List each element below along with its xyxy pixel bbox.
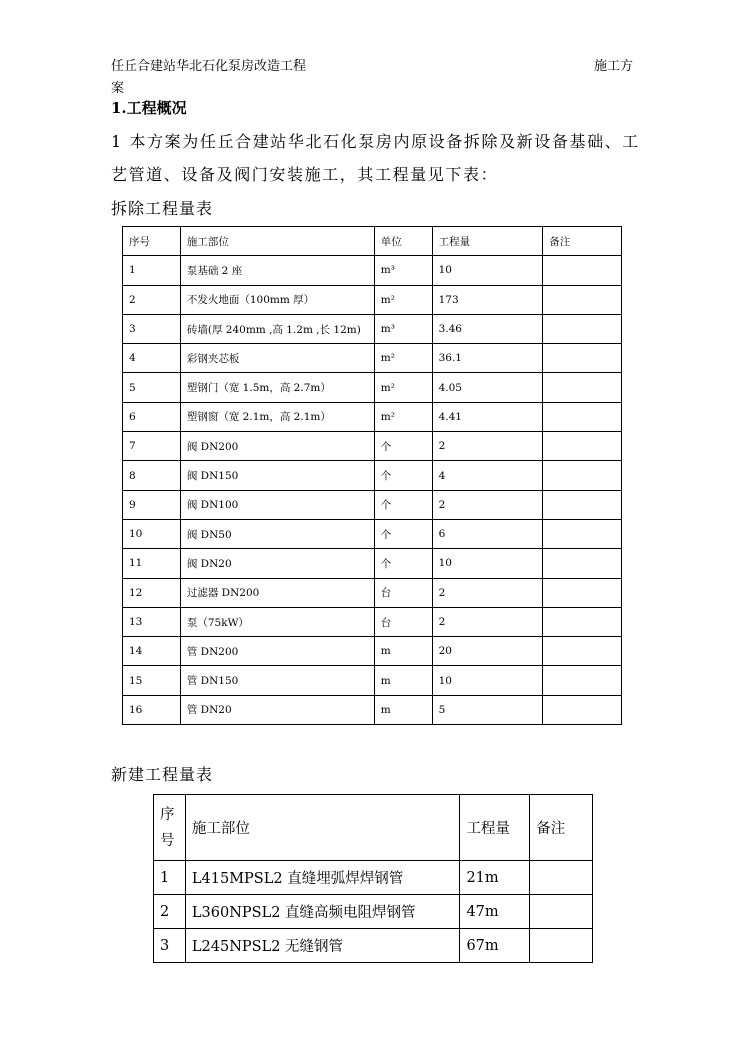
table-cell: 管 DN20 (180, 695, 374, 724)
header-cell: 工程量 (460, 795, 530, 861)
header-doc-type-wrap: 案 (111, 81, 125, 96)
table-header-row (123, 227, 622, 256)
table-cell (543, 637, 622, 666)
table-row (123, 549, 622, 578)
table-cell (543, 490, 622, 519)
table-cell: 阀 DN100 (180, 490, 374, 519)
table-row (123, 695, 622, 724)
table-cell: m³ (374, 314, 432, 343)
table-cell: 2 (123, 285, 181, 314)
table-cell: m (374, 666, 432, 695)
table-cell: 3 (154, 929, 186, 963)
table-cell (543, 314, 622, 343)
table-cell: 47m (460, 895, 530, 929)
header-seq-part1: 序 (160, 806, 175, 823)
new-construction-table (153, 794, 593, 963)
table-cell: 10 (123, 519, 181, 548)
table-row (123, 519, 622, 548)
table-cell: m² (374, 344, 432, 373)
table-cell: 4.05 (432, 373, 543, 402)
table-cell: m³ (374, 256, 432, 285)
demolition-table-caption: 拆除工程量表 (111, 199, 214, 218)
table-cell: 2 (432, 432, 543, 461)
table-cell: 10 (432, 549, 543, 578)
header-cell: 备注 (543, 227, 622, 256)
table-cell: 4 (432, 461, 543, 490)
table-cell: 个 (374, 519, 432, 548)
table-cell (543, 402, 622, 431)
intro-line-2: 艺管道、设备及阀门安装施工，其工程量见下表： (111, 165, 499, 184)
table-cell (530, 861, 593, 895)
table-cell: 泵（75kW） (180, 607, 374, 636)
table-cell: 2 (154, 895, 186, 929)
table-row (123, 490, 622, 519)
table-cell: 过滤器 DN200 (180, 578, 374, 607)
table-cell (530, 895, 593, 929)
section-title: 1.工程概况 (111, 99, 187, 117)
table-cell: L245NPSL2 无缝钢管 (185, 929, 460, 963)
table-cell: 砖墙(厚 240mm ,高 1.2m ,长 12m) (180, 314, 374, 343)
table-cell (543, 344, 622, 373)
header-cell: 序号 (123, 227, 181, 256)
table-cell: 14 (123, 637, 181, 666)
table-cell: 个 (374, 549, 432, 578)
table-cell: 13 (123, 607, 181, 636)
table-cell (530, 929, 593, 963)
table-row (123, 402, 622, 431)
header-doc-type: 施工方 (594, 59, 634, 74)
table-cell: m² (374, 373, 432, 402)
demolition-table (122, 226, 622, 725)
table-row (154, 895, 593, 929)
table-cell: 2 (432, 490, 543, 519)
header-seq-part2: 号 (160, 832, 175, 849)
table-cell: 管 DN200 (180, 637, 374, 666)
table-cell: 3.46 (432, 314, 543, 343)
table-cell: 6 (123, 402, 181, 431)
header-cell: 工程量 (432, 227, 543, 256)
table-cell: m² (374, 285, 432, 314)
table-row (123, 637, 622, 666)
table-cell: 11 (123, 549, 181, 578)
table-cell (543, 432, 622, 461)
table-cell (543, 607, 622, 636)
table-cell (543, 256, 622, 285)
table-cell: 阀 DN20 (180, 549, 374, 578)
table-cell: 12 (123, 578, 181, 607)
table-cell: 2 (432, 607, 543, 636)
header-cell: 施工部位 (185, 795, 460, 861)
table-row (123, 461, 622, 490)
table-cell: 5 (432, 695, 543, 724)
table-cell: m (374, 637, 432, 666)
table-row (154, 861, 593, 895)
table-cell: 个 (374, 432, 432, 461)
table-cell: 9 (123, 490, 181, 519)
intro-line-1: 1 本方案为任丘合建站华北石化泵房内原设备拆除及新设备基础、工 (111, 132, 640, 151)
table-row (123, 344, 622, 373)
table-cell (543, 373, 622, 402)
table-row (123, 607, 622, 636)
table-cell: 个 (374, 461, 432, 490)
table-cell: 不发火地面（100mm 厚） (180, 285, 374, 314)
header-cell: 施工部位 (180, 227, 374, 256)
table-cell: 173 (432, 285, 543, 314)
table-cell: m (374, 695, 432, 724)
table-row (123, 578, 622, 607)
table-row (123, 314, 622, 343)
table-cell: 阀 DN50 (180, 519, 374, 548)
new-table-caption: 新建工程量表 (111, 765, 214, 784)
header-project-title: 任丘合建站华北石化泵房改造工程 (111, 59, 307, 74)
table-cell: 36.1 (432, 344, 543, 373)
table-cell: 阀 DN200 (180, 432, 374, 461)
table-cell (543, 695, 622, 724)
table-cell: 3 (123, 314, 181, 343)
table-cell: 泵基础 2 座 (180, 256, 374, 285)
table-cell (543, 549, 622, 578)
table-cell (543, 519, 622, 548)
table-cell: 10 (432, 666, 543, 695)
table-cell: 15 (123, 666, 181, 695)
table-cell: 67m (460, 929, 530, 963)
table-header-row (154, 795, 593, 861)
table-cell: 6 (432, 519, 543, 548)
table-cell (543, 578, 622, 607)
table-cell: 彩钢夹芯板 (180, 344, 374, 373)
table-row (123, 666, 622, 695)
table-row (123, 432, 622, 461)
table-cell: 16 (123, 695, 181, 724)
table-cell: 21m (460, 861, 530, 895)
table-cell: 2 (432, 578, 543, 607)
table-cell: 台 (374, 578, 432, 607)
table-cell (543, 461, 622, 490)
header-cell: 单位 (374, 227, 432, 256)
header-cell-seq (154, 795, 186, 861)
table-cell: L360NPSL2 直缝高频电阻焊钢管 (185, 895, 460, 929)
table-row (123, 256, 622, 285)
table-cell: 8 (123, 461, 181, 490)
table-cell: 4 (123, 344, 181, 373)
table-cell: 阀 DN150 (180, 461, 374, 490)
table-cell: 10 (432, 256, 543, 285)
table-cell: 塑钢门（宽 1.5m，高 2.7m） (180, 373, 374, 402)
table-cell: m² (374, 402, 432, 431)
table-cell: 个 (374, 490, 432, 519)
table-cell: 1 (154, 861, 186, 895)
table-cell (543, 285, 622, 314)
table-cell: 7 (123, 432, 181, 461)
table-cell: 塑钢窗（宽 2.1m，高 2.1m） (180, 402, 374, 431)
table-cell (543, 666, 622, 695)
table-row (154, 929, 593, 963)
table-cell: 4.41 (432, 402, 543, 431)
table-cell: 20 (432, 637, 543, 666)
table-cell: 管 DN150 (180, 666, 374, 695)
table-row (123, 373, 622, 402)
table-cell: 5 (123, 373, 181, 402)
table-cell: L415MPSL2 直缝埋弧焊焊钢管 (185, 861, 460, 895)
table-cell: 1 (123, 256, 181, 285)
table-cell: 台 (374, 607, 432, 636)
header-cell: 备注 (530, 795, 593, 861)
table-row (123, 285, 622, 314)
